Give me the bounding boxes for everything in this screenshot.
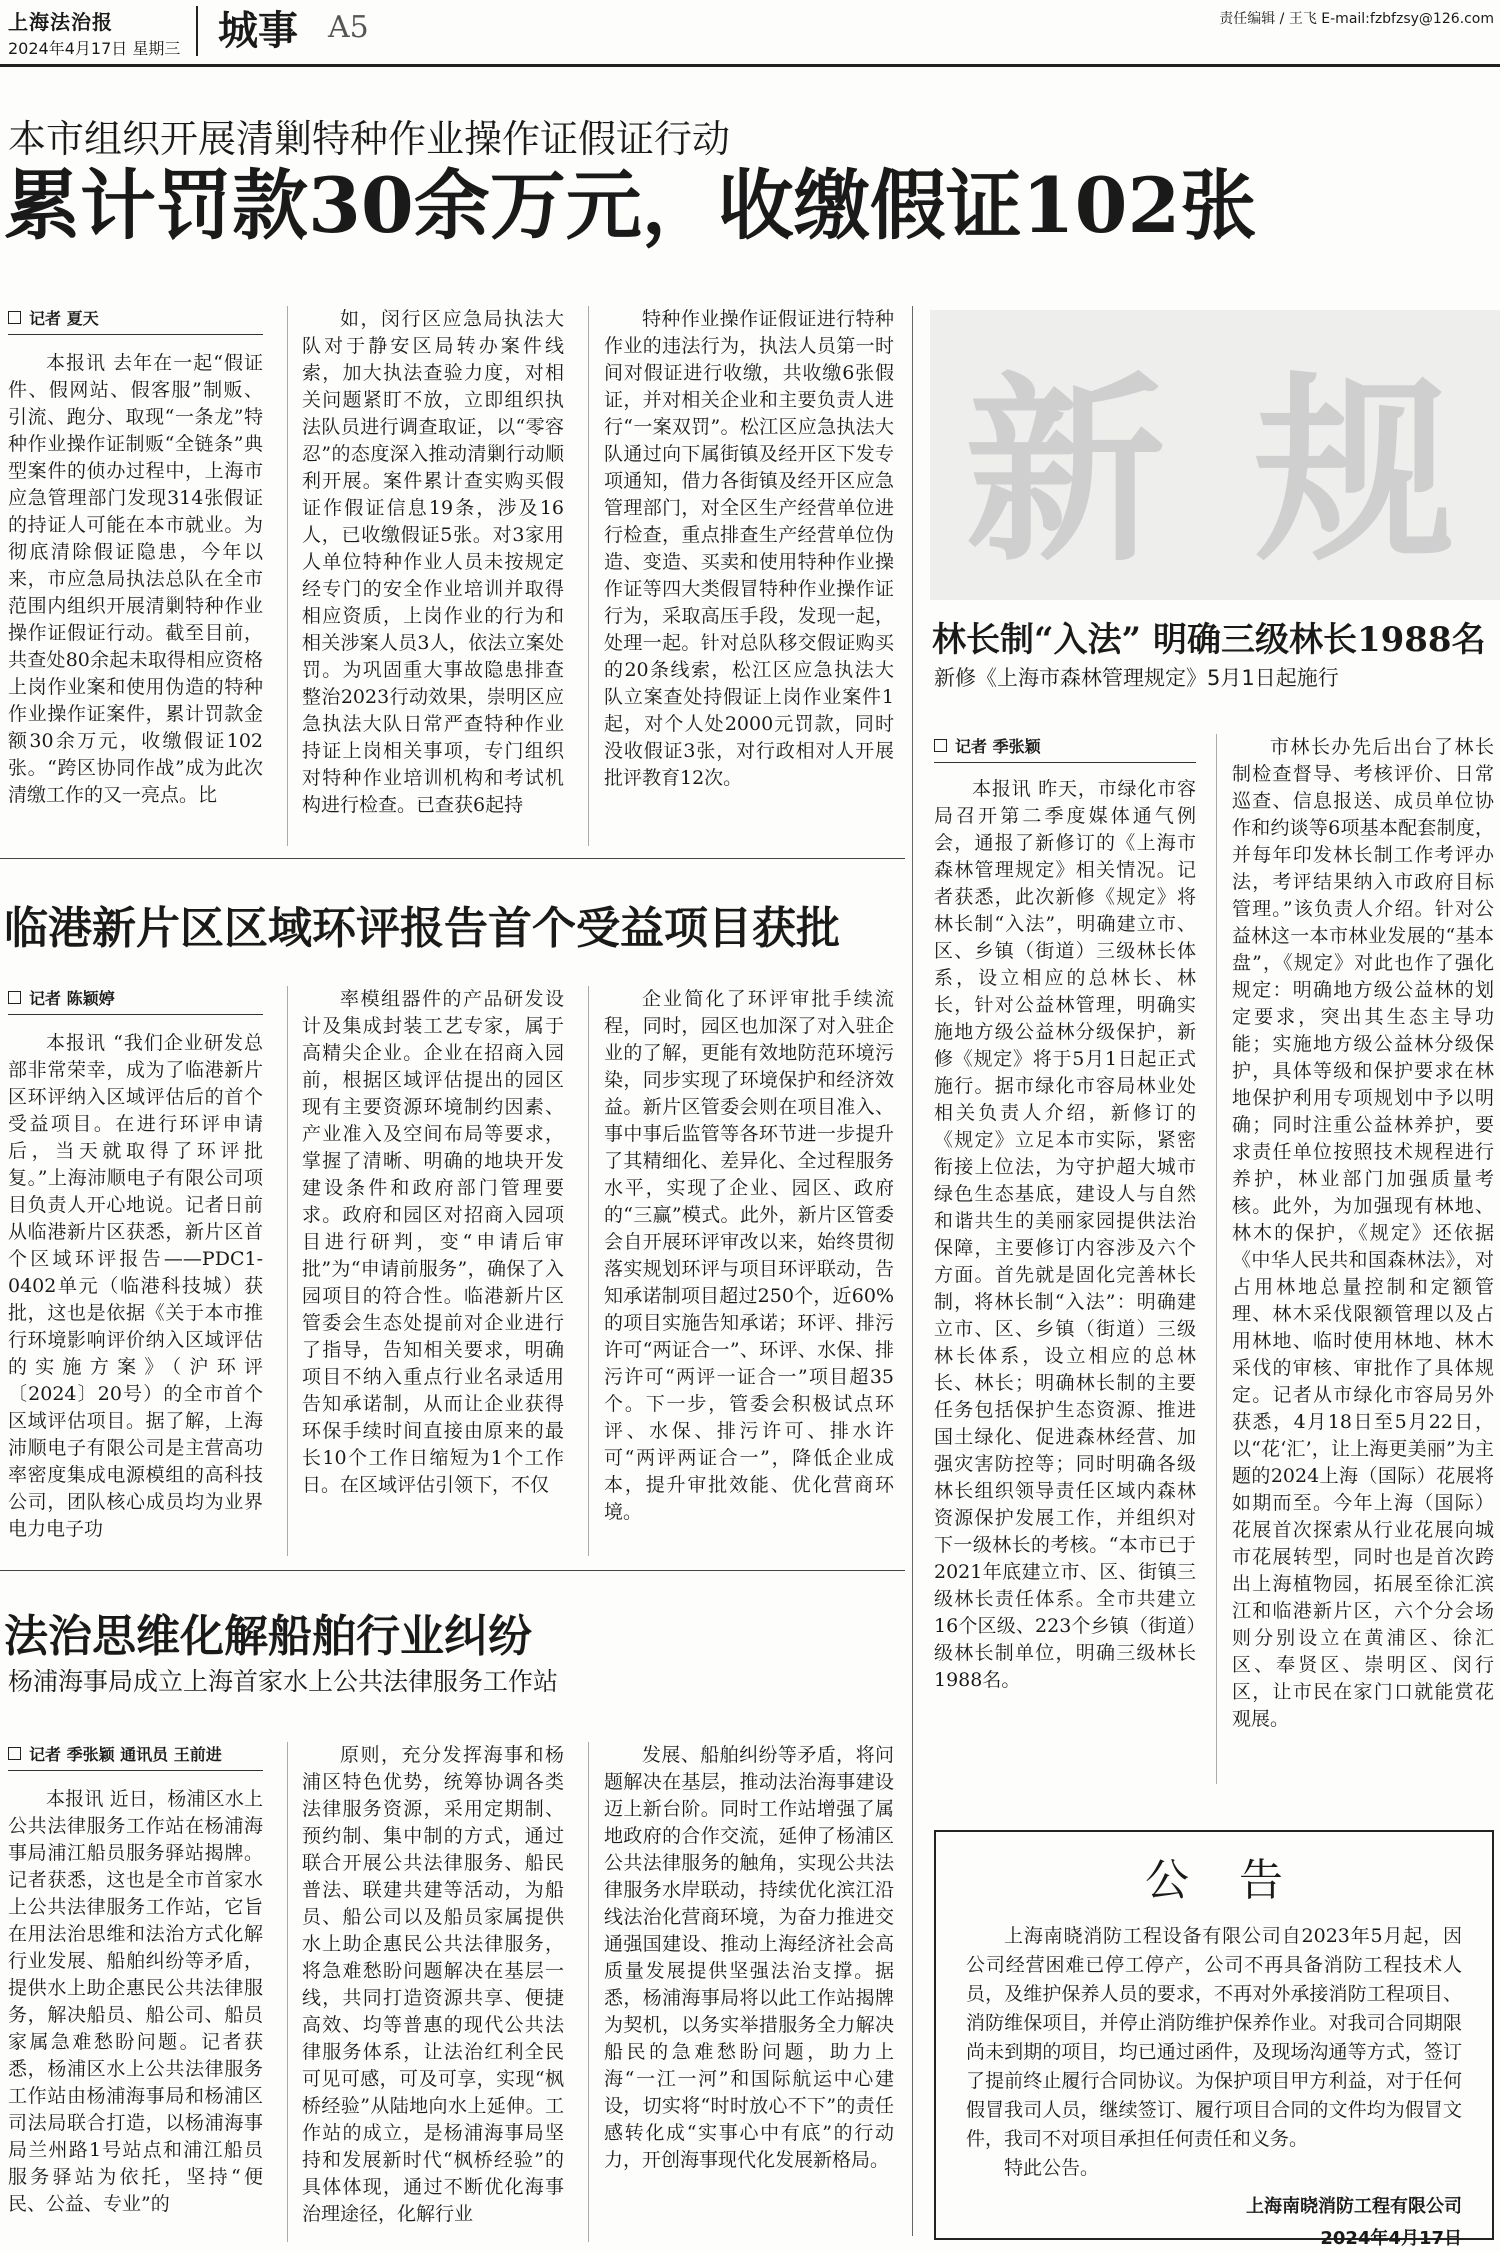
article1-text-3: 特种作业操作证假证进行特种作业的违法行为，执法人员第一时间对假证进行收缴，共收缴6张假证，并对相关企业和主要负责人进行“一案双罚”。松江区应急执法大队通过向下属街镇及经开区下发专项通知，借力各街镇及经开区应急管理部门，对全区生产经营单位进行检查，重点排查生产经营单位伪造、变造、买卖和使用特种作业操作证等四大类假冒特种作业操作证行为，采取高压手段，发现一起，处理一起。针对总队移交假证购买的20条线索，松江区应急执法大队立案查处持假证上岗作业案件1起，对个人处2000元罚款，同时没收假证3张，对行政相对人开展批评教育12次。 (604, 308, 894, 789)
column-divider (287, 306, 288, 846)
byline-rule (934, 762, 1196, 763)
article1-column-2 (302, 306, 564, 846)
article2-column-3 (604, 986, 894, 1556)
issue-date: 2024年4月17日 星期三 (8, 39, 181, 58)
article3-column-3 (604, 1742, 894, 2246)
newspaper-logo: 上海法治报 (8, 10, 113, 34)
article4-byline (934, 734, 1041, 757)
notice-title: 公告 (1145, 1855, 1333, 1906)
new-regulation-graphic (930, 310, 1500, 600)
byline-rule (8, 1770, 263, 1771)
byline-box-icon (8, 1747, 21, 1760)
byline-text: 记者 夏天 (29, 309, 99, 328)
page-number: A5 (328, 10, 369, 45)
article4-column-1 (934, 776, 1196, 1786)
notice-closing: 特此公告。 (1004, 2157, 1100, 2179)
byline-box-icon (8, 991, 21, 1004)
article3-subhead: 杨浦海事局成立上海首家水上公共法律服务工作站 (8, 1667, 559, 1696)
article2-byline (8, 986, 115, 1009)
article3-text-1: 本报讯 近日，杨浦区水上公共法律服务工作站在杨浦海事局浦江船员服务驿站揭牌。记者获悉，这也是全市首家水上公共法律服务工作站，它旨在用法治思维和法治方式化解行业发展、船舶纠纷等矛盾，提供水上助企惠民公共法律服务，解决船员、船公司、船员家属急难愁盼问题。记者获悉，杨浦区水上公共法律服务工作站由杨浦海事局和杨浦区司法局联合打造，以杨浦海事局兰州路1号站点和浦江船员服务驿站为依托，坚持“便民、公益、专业”的 (8, 1788, 263, 2215)
byline-text: 记者 季张颖 通讯员 王前进 (29, 1745, 222, 1764)
article3-byline (8, 1742, 222, 1765)
notice-signer: 上海南晓消防工程有限公司 (1246, 2196, 1462, 2217)
article4-text-1: 本报讯 昨天，市绿化市容局召开第二季度媒体通气例会，通报了新修订的《上海市森林管理规定》相关情况。记者获悉，此次新修《规定》将林长制“入法”，明确建立市、区、乡镇（街道）三级林长体系，设立相应的总林长、林长，针对公益林管理，明确实施地方级公益林分级保护，新修《规定》将于5月1日起正式施行。据市绿化市容局林业处相关负责人介绍，新修订的《规定》立足本市实际，紧密衔接上位法，为守护超大城市绿色生态基底，建设人与自然和谐共生的美丽家园提供法治保障，主要修订内容涉及六个方面。首先就是固化完善林长制，将林长制“入法”：明确建立市、区、乡镇（街道）三级林长体系，设立相应的总林长、林长；明确林长制的主要任务包括保护生态资源、推进国土绿化、促进森林经营、加强灾害防控等；同时明确各级林长组织领导责任区域内森林资源保护发展工作，并组织对下一级林长的考核。“本市已于2021年底建立市、区、街镇三级林长责任体系。全市共建立16个区级、223个乡镇（街道）级林长制单位，明确三级林长1988名。 (934, 778, 1196, 1691)
article-separator (0, 858, 905, 859)
article4-headline: 林长制“入法” 明确三级林长1988名 (932, 620, 1486, 660)
masthead-rule (0, 64, 1500, 67)
article1-byline (8, 306, 99, 329)
article1-column-1 (8, 350, 263, 845)
article3-text-3: 发展、船舶纠纷等矛盾，将问题解决在基层，推动法治海事建设迈上新台阶。同时工作站增强了属地政府的合作交流，延伸了杨浦区公共法律服务的触角，实现公共法律服务水岸联动，持续优化滨江沿线法治化营商环境，为奋力推进交通强国建设、推动上海经济社会高质量发展提供坚强法治支撑。据悉，杨浦海事局将以此工作站揭牌为契机，以务实举措服务全力解决船民的急难愁盼问题，助力上海“一江一河”和国际航运中心建设，切实将“时时放心不下”的责任感转化成“实事心中有底”的行动力，开创海事现代化发展新格局。 (604, 1744, 894, 2171)
article3-column-1 (8, 1786, 263, 2246)
article2-text-2: 率模组器件的产品研发设计及集成封装工艺专家，属于高精尖企业。企业在招商入园前，根据区域评估提出的园区现有主要资源环境制约因素、产业准入及空间布局等要求，掌握了清晰、明确的地块开发建设条件和政府部门管理要求。政府和园区对招商入园项目进行研判，变“申请后审批”为“申请前服务”，确保了入园项目的符合性。临港新片区管委会生态处提前对企业进行了指导，告知相关要求，明确项目不纳入重点行业名录适用告知承诺制，从而让企业获得环保手续时间直接由原来的最长10个工作日缩短为1个工作日。在区域评估引领下，不仅 (302, 988, 564, 1496)
byline-box-icon (934, 739, 947, 752)
article2-column-2 (302, 986, 564, 1556)
byline-text: 记者 陈颖婷 (29, 989, 115, 1008)
byline-rule (8, 1014, 263, 1015)
article1-text-1: 本报讯 去年在一起“假证件、假网站、假客服”制贩、引流、跑分、取现“一条龙”特种作业操作证制贩“全链条”典型案件的侦办过程中，上海市应急管理部门发现314张假证的持证人可能在本市就业。为彻底清除假证隐患，今年以来，市应急局执法总队在全市范围内组织开展清剿特种作业操作证假证行动。截至目前，共查处80余起未取得相应资格上岗作业案和使用伪造的特种作业操作证案件，累计罚款金额30余万元，收缴假证102张。“跨区协同作战”成为此次清缴工作的又一亮点。比 (8, 352, 263, 806)
article2-headline: 临港新片区区域环评报告首个受益项目获批 (4, 903, 840, 954)
article4-column-2 (1232, 734, 1494, 1784)
notice-body (936, 1922, 1492, 2183)
article2-text-3: 企业简化了环评审批手续流程，同时，园区也加深了对入驻企业的了解，更能有效地防范环境污染，同步实现了环境保护和经济效益。新片区管委会则在项目准入、事中事后监管等各环节进一步提升了其精细化、差异化、全过程服务水平，实现了企业、园区、政府的“三赢”模式。此外，新片区管委会自开展环评审改以来，始终贯彻落实规划环评与项目环评联动，告知承诺制项目超过250个，近60%的项目实施告知承诺；环评、排污许可“两证合一”、环评、水保、排污许可“两评一证合一”项目超35个。下一步，管委会积极试点环评、水保、排污许可、排水许可“两评两证合一”，降低企业成本，提升审批效能、优化营商环境。 (604, 988, 894, 1523)
article1-text-2: 如，闵行区应急局执法大队对于静安区局转办案件线索，加大执法查验力度，对相关问题紧盯不放，立即组织执法队员进行调查取证，以“零容忍”的态度深入推动清剿行动顺利开展。案件累计查实购买假证作假证信息19条，涉及16人，已收缴假证5张。对3家用人单位特种作业人员未按规定经专门的安全作业培训并取得相应资质，上岗作业的行为和相关涉案人员3人，依法立案处罚。为巩固重大事故隐患排查整治2023行动效果，崇明区应急执法大队日常严查特种作业持证上岗相关事项，专门组织对特种作业培训机构和考试机构进行检查。已查获6起持 (302, 308, 564, 816)
article3-text-2: 原则，充分发挥海事和杨浦区特色优势，统筹协调各类法律服务资源，采用定期制、预约制、集中制的方式，通过联合开展公共法律服务、船民普法、联建共建等活动，为船员、船公司以及船员家属提供水上助企惠民公共法律服务，将急难愁盼问题解决在基层一线，共同打造资源共享、便捷高效、均等普惠的现代公共法律服务体系，让法治红利全民可见可感，可及可享，实现“枫桥经验”从陆地向水上延伸。工作站的成立，是杨浦海事局坚持和发展新时代“枫桥经验”的具体体现，通过不断优化海事治理途径，化解行业 (302, 1744, 564, 2225)
notice-text: 上海南晓消防工程设备有限公司自2023年5月起，因公司经营困难已停工停产，公司不再具备消防工程技术人员，及维护保养人员的要求，不再对外承接消防工程项目、消防维保项目，并停止消防维护保养作业。对我司合同期限尚未到期的项目，均已通过函件，及现场沟通等方式，签订了提前终止履行合同协议。为保护项目甲方利益，对于任何假冒我司人员，继续签订、履行项目合同的文件均为假冒文件，我司不对项目承担任何责任和义务。 (966, 1925, 1462, 2150)
column-divider (1216, 734, 1217, 1784)
article-separator (0, 1570, 905, 1571)
public-notice (934, 1830, 1494, 2249)
graphic-text: 新 规 (965, 353, 1465, 589)
article2-column-1 (8, 1030, 263, 1560)
byline-rule (8, 334, 263, 335)
article2-text-1: 本报讯 “我们企业研发总部非常荣幸，成为了临港新片区环评纳入区域评估后的首个受益项目。在进行环评申请后，当天就取得了环评批复。”上海沛顺电子有限公司项目负责人开心地说。记者日前从临港新片区获悉，新片区首个区域环评报告——PDC1-0402单元（临港科技城）获批，这也是依据《关于本市推行环境影响评价纳入区域评估的实施方案》（沪环评〔2024〕20号）的全市首个区域评估项目。据了解，上海沛顺电子有限公司是主营高功率密度集成电源模组的高科技公司，团队核心成员均为业界电力电子功 (8, 1032, 263, 1540)
article1-kicker: 本市组织开展清剿特种作业操作证假证行动 (8, 117, 731, 161)
notice-date: 2024年4月17日 (1320, 2228, 1462, 2249)
right-column-divider (912, 306, 913, 2236)
article1-column-3 (604, 306, 894, 846)
column-divider (287, 986, 288, 1556)
article1-headline: 累计罚款30余万元，收缴假证102张 (4, 161, 1257, 250)
column-divider (588, 1742, 589, 2242)
section-name: 城事 (218, 7, 298, 54)
column-divider (287, 1742, 288, 2242)
byline-text: 记者 季张颖 (955, 737, 1041, 756)
column-divider (588, 306, 589, 846)
article3-headline: 法治思维化解船舶行业纠纷 (4, 1611, 532, 1662)
column-divider (588, 986, 589, 1556)
article4-subhead: 新修《上海市森林管理规定》5月1日起施行 (934, 666, 1339, 690)
masthead-divider (196, 6, 198, 56)
article4-text-2: 市林长办先后出台了林长制检查督导、考核评价、日常巡查、信息报送、成员单位协作和约谈等6项基本配套制度，并每年印发林长制工作考评办法，考评结果纳入市政府目标管理。”该负责人介绍。针对公益林这一本市林业发展的“基本盘”，《规定》对此也作了强化规定：明确地方级公益林的划定要求，突出其生态主导功能；实施地方级公益林分级保护，具体等级和保护要求在林地保护利用专项规划中予以明确；同时注重公益林养护，要求责任单位按照技术规程进行养护，林业部门加强质量考核。此外，为加强现有林地、林木的保护，《规定》还依据《中华人民共和国森林法》，对占用林地总量控制和定额管理、林木采伐限额管理以及占用林地、临时使用林地、林木采伐的审核、审批作了具体规定。记者从市绿化市容局另外获悉，4月18日至5月22日，以“花‘汇’，让上海更美丽”为主题的2024上海（国际）花展将如期而至。今年上海（国际）花展首次探索从行业花展向城市花展转型，同时也是首次跨出上海植物园，拓展至徐汇滨江和临港新片区，六个分会场则分别设立在黄浦区、徐汇区、奉贤区、崇明区、闵行区，让市民在家门口就能赏花观展。 (1232, 736, 1494, 1730)
byline-box-icon (8, 311, 21, 324)
article3-column-2 (302, 1742, 564, 2246)
editor-info: 责任编辑 / 王飞 E-mail:fzbfzsy@126.com (1219, 11, 1494, 27)
